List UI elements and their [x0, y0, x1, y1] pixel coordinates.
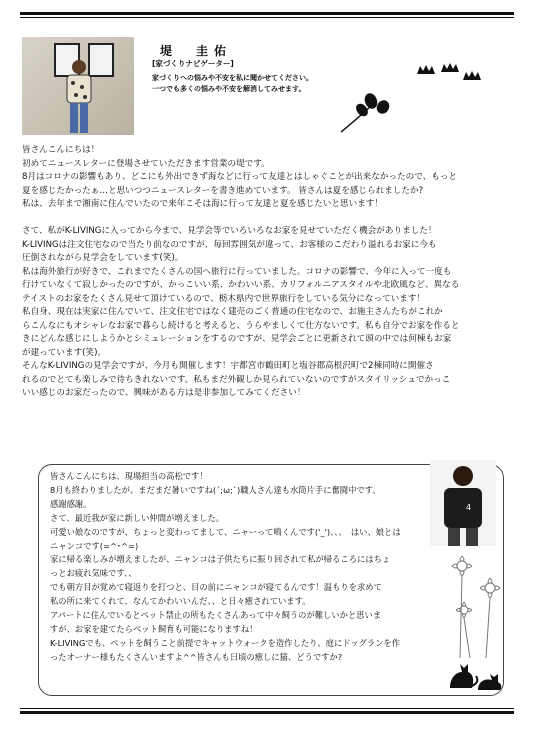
text-line: 私は、去年まで湘南に住んでいたので来年こそは海に行って友達と夏を感じたいと思います！: [22, 199, 383, 209]
text-line: ニャンコです(=^･^=): [50, 540, 139, 551]
text-line: 夏を感じたかったぁ…と思いつつニュースレターを書き進めています。 皆さんは夏を感じられましたか?: [22, 185, 424, 196]
text-line: K-LIVINGは注文住宅なので当たり前なのですが、毎回雰囲気が違って、お客様のこだわり溢れるお家に今も: [22, 239, 437, 250]
text-line: さて、私がK-LIVINGに入ってから今まで、見学会等でいろいろなお家を見せていただく機会がありました！: [22, 226, 437, 236]
intro-line: 一つでも多くの悩みや不安を解消してみせます。: [152, 84, 306, 93]
text-line: らこんなにもオシャレなお家で暮らし続けると考えると、うらやましくて仕方ないです。私も自分でお家を作ると: [22, 320, 460, 331]
text-line: 可愛い娘なのですが、ちょっと変わってまして、ニャーって鳴くんです('_')、、、 はい、娘とは: [50, 526, 401, 537]
text-line: 初めてニュースレターに登場させていただきます営業の堤です。: [22, 158, 270, 169]
flower-decoration-icon: [440, 548, 510, 658]
text-line: K-LIVINGでも、ペットを飼うこと前提でキャットウォークを造作したり、庭にドッグランを作: [50, 637, 401, 648]
text-line: 私自身、現在は実家に住んでいて、注文住宅ではなく建売のごく普通の住宅なので、お施主さんたちがこれか: [22, 307, 443, 317]
text-line: テイストのお家をたくさん見せて頂けているので、栃木県内で世界旅行をしている気分になっています！: [22, 293, 426, 304]
staff-photo-takamatsu: [430, 460, 496, 546]
paragraph-gap: [22, 212, 518, 226]
leaf-sprig-icon: [335, 92, 395, 134]
text-line: でも朝方目が覚めて寝返りを打つと、目の前にニャンコが寝てるんです！温もりを求めて: [50, 582, 382, 593]
staff-photo-tsutsumi: [22, 37, 134, 135]
top-rule-thick: [20, 12, 514, 15]
person-silhouette: [430, 460, 496, 546]
text-line: 家に帰る楽しみが増えましたが、ニャンコは子供たちに振り回されて私が帰るころにはちょ: [50, 554, 391, 565]
text-line: すが、お家を建てたらペット飼育も可能になりますね！: [50, 623, 258, 634]
cat-silhouette-icon: [446, 652, 506, 692]
text-line: 私は海外旅行が好きで、これまでたくさんの国へ旅行に行っていました。コロナの影響で、今年に入って一度も: [22, 266, 452, 277]
text-line: そんなK-LIVINGの見学会ですが、今月も開催します！宇都宮市鶴田町と塩谷郡高根沢町で2棟同時に開催さ: [22, 361, 434, 371]
staff-intro: [152, 73, 313, 94]
staff-role: [家づくりナビゲーター]: [152, 59, 234, 68]
text-line: 感謝感謝。: [50, 498, 92, 509]
bottom-rule-thin: [20, 708, 514, 709]
text-line: 私の所に来てくれて、なんてかわいいんだ、、と日々癒されています。: [50, 596, 311, 607]
person-silhouette: [62, 57, 96, 135]
text-line: 8月も終わりましたが、まだまだ暑いですね(´;ω;`)職人さん達も水筒片手に奮闘中です。: [50, 484, 381, 495]
text-line: 皆さんこんにちは！: [22, 145, 100, 155]
intro-line: 家づくりへの悩みや不安を私に聞かせてください。: [152, 74, 313, 82]
text-line: いい感じのお家だったので、興味がある方は是非参加してみてください！: [22, 388, 306, 398]
bottom-rule-thick: [20, 711, 514, 714]
text-line: ったオーナー様もたくさんいますよ^^皆さんも日頃の癒しに猫、どうですか?: [50, 651, 343, 662]
svg-text:4: 4: [466, 503, 472, 512]
text-line: れるのでとても楽しみで待ちきれないです。私もまだ外観しか見られていないのですがスタイリッシュでかっこ: [22, 374, 451, 385]
article-body: [22, 144, 518, 401]
text-line: アパートに住んでいるとペット禁止の所もたくさんあって中々飼うのが難しいかと思いま: [50, 610, 382, 621]
text-line: さて、最近我が家に新しい仲間が増えました。: [50, 512, 225, 523]
staff-message-text: [50, 470, 450, 665]
top-rule-thin: [20, 17, 514, 18]
text-line: 8月はコロナの影響もあり、どこにも外出できず海などに行って友達とはしゃぐことが出来なかったので、もっと: [22, 172, 457, 182]
text-line: きにどんな感じにしようかとシミュレーションをするのですが、見学会ごとに更新されて頭の中では何棟もお家: [22, 334, 452, 344]
crown-icons: [415, 60, 485, 82]
text-line: 行けていなくて寂しかったのですが、かっこいい系、かわいい系、カリフォルニアスタイルや北欧風など、異なる: [22, 280, 460, 290]
text-line: 皆さんこんにちは、現場担当の高松です！: [50, 471, 208, 481]
staff-name: 堤 圭佑: [160, 44, 233, 58]
text-line: が建っています(笑)。: [22, 347, 107, 358]
text-line: 圧倒されながら見学会をしています(笑)。: [22, 253, 184, 263]
text-line: っとお疲れ気味です、、: [50, 568, 137, 579]
